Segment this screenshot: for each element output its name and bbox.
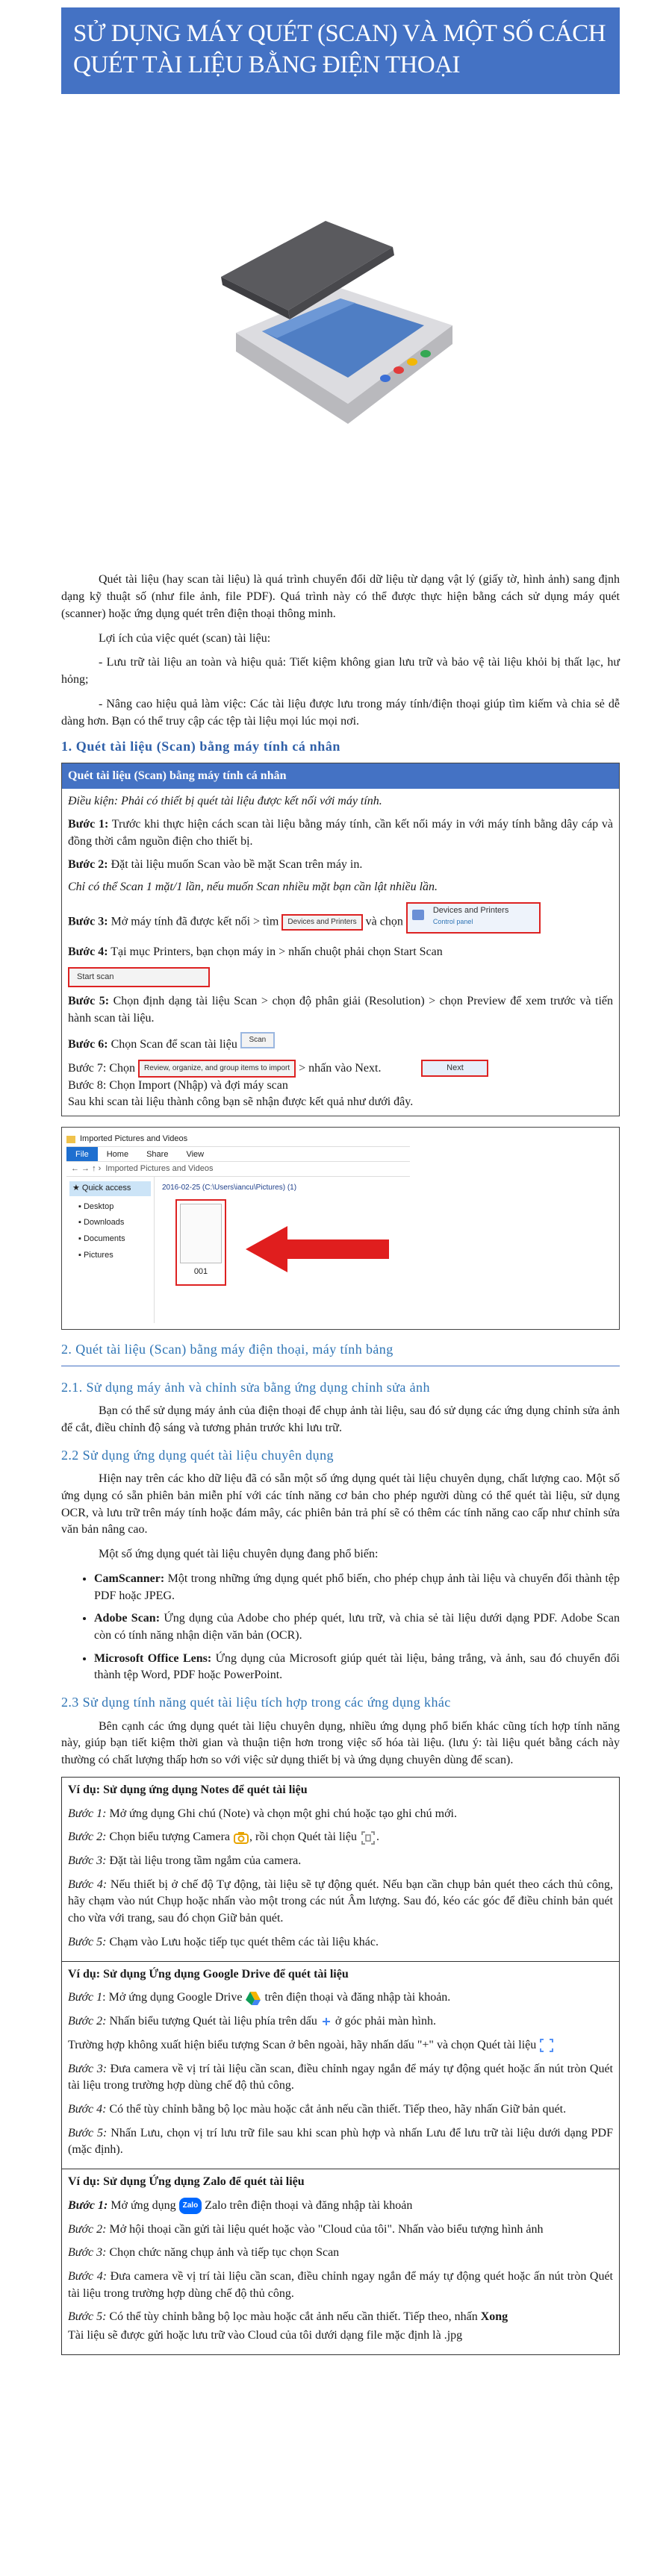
benefit-item: - Nâng cao hiệu quả làm việc: Các tài liệu được lưu trong máy tính/điện thoại giúp tìm kiếm và chia sẻ dễ dàng hơn. Bạn có thể truy cập các tệp tài liệu mọi lúc mọi nơi. [61, 697, 620, 728]
zalo-result-text: Tài liệu sẽ được gửi hoặc lưu trữ vào Cloud của tôi dưới dạng file mặc định là .jpg [68, 2329, 463, 2342]
pc-scan-box-title: Quét tài liệu (Scan) bằng máy tính cá nhân [62, 763, 619, 790]
section-2-3-heading: 2.3 Sử dụng tính năng quét tài liệu tích hợp trong các ứng dụng khác [61, 1695, 451, 1710]
file-group-label: 2016-02-25 (C:\Users\iancu\Pictures) (1) [162, 1184, 297, 1192]
step-1: Bước 1: Trước khi thực hiện cách scan tài liệu bằng máy tính, cần kết nối máy in với máy tính bằng dây cáp và đồng thời cắm nguồn điện cho thiết bị. [68, 818, 613, 848]
plus-icon [320, 2016, 332, 2028]
tab-file: File [66, 1147, 98, 1161]
zalo-step-5: Bước 5: Có thể tùy chỉnh bằng bộ lọc màu hoặc cắt ảnh nếu cần thiết. Tiếp theo, nhấn Xong [68, 2310, 508, 2324]
drive-step-2-note: Trường hợp không xuất hiện biểu tượng Scan ở bên ngoài, hãy nhấn dấu "+" và chọn Quét tài liệu [68, 2037, 613, 2054]
scanned-file-thumbnail [175, 1199, 226, 1286]
notes-example-title: Ví dụ: Sử dụng ứng dụng Notes để quét tài liệu [68, 1783, 308, 1796]
section-2-1-text: Bạn có thể sử dụng máy ảnh của điện thoại để chụp ảnh tài liệu, sau đó sử dụng các ứng dụng chỉnh sửa ảnh để cắt, điều chỉnh độ sáng và tương phản trước khi lưu trữ. [61, 1404, 620, 1434]
drive-example-title: Ví dụ: Sử dụng Ứng dụng Google Drive để quét tài liệu [68, 1967, 349, 1981]
google-drive-icon [245, 1991, 261, 2006]
drive-step-5: Bước 5: Nhấn Lưu, chọn vị trí lưu trữ file sau khi scan phù hợp và nhấn Lưu để lưu trữ tài liệu dưới dạng PDF (mặc định). [68, 2126, 614, 2157]
condition-text: Điều kiện: Phải có thiết bị quét tài liệu được kết nối với máy tính. [68, 795, 382, 808]
red-arrow-icon [243, 1223, 392, 1275]
zalo-example-box [61, 2169, 620, 2355]
review-organize-shot: Review, organize, and group items to import [138, 1060, 296, 1078]
step-5: Bước 5: Chọn định dạng tài liệu Scan > chọn độ phân giải (Resolution) > chọn Preview để xem trước và tiến hành scan tài liệu. [68, 995, 614, 1025]
notes-step-4: Bước 4: Nếu thiết bị ở chế độ Tự động, tài liệu sẽ tự động quét. Nếu bạn cần chụp bản quét theo cách thủ công, hãy chạm vào nút Chụp hoặc nhấn vào một trong các nút Âm lượng. Sau đó, kéo các góc để điều chỉnh bản quét cho vừa với trang, sau đó chọn Giữ bản quét. [68, 1878, 614, 1925]
step-3: Bước 3: Mở máy tính đã được kết nối > tìm Devices and Printers và chọn Devices and Printers Control panel [68, 907, 613, 938]
zalo-example-title: Ví dụ: Sử dụng Ứng dụng Zalo để quét tài liệu [68, 2175, 305, 2189]
drive-step-1: Bước 1: Mở ứng dụng Google Drive trên điện thoại và đăng nhập tài khoản. [68, 1989, 613, 2007]
step-2: Bước 2: Đặt tài liệu muốn Scan vào bề mặt Scan trên máy in. [68, 857, 363, 871]
folder-icon [66, 1136, 75, 1143]
nav-item-pictures: ▪ Pictures [78, 1250, 113, 1260]
scan-button-shot: Scan [240, 1032, 275, 1048]
next-button-shot: Next [421, 1060, 488, 1078]
notes-example-box [61, 1777, 620, 1962]
notes-step-2: Bước 2: Chọn biểu tượng Camera , rồi chọn Quét tài liệu . [68, 1829, 613, 1846]
file-name: 001 [193, 1267, 208, 1277]
notes-step-3: Bước 3: Đặt tài liệu trong tầm ngắm của camera. [68, 1854, 302, 1868]
section-2-heading: 2. Quét tài liệu (Scan) bằng máy điện thoại, máy tính bảng [61, 1342, 393, 1357]
page-title: SỬ DỤNG MÁY QUÉT (SCAN) VÀ MỘT SỐ CÁCH QUÉT TÀI LIỆU BẰNG ĐIỆN THOẠI [61, 7, 620, 94]
ribbon-tabs [66, 1147, 410, 1162]
drive-step-2: Bước 2: Nhấn biểu tượng Quét tài liệu phía trên dấu ở góc phải màn hình. [68, 2015, 436, 2028]
intro-paragraph: Quét tài liệu (hay scan tài liệu) là quá trình chuyển đổi dữ liệu từ dạng vật lý (giấy tờ, hình ảnh) sang định dạng kỹ thuật số (như file ảnh, file PDF). Quá trình này có thể được thực hiện bằng cách sử dụng máy quét (scanner) hoặc ứng dụng quét trên điện thoại thông minh. [61, 573, 620, 620]
nav-item-downloads: ▪ Downloads [78, 1218, 125, 1228]
tab-view: View [186, 1150, 205, 1160]
zalo-step-4: Bước 4: Đưa camera về vị trí tài liệu cần scan, điều chỉnh ngay ngắn để máy tự động quét hoặc ấn nút tròn Quét tài liệu trong trường hợp dùng chế độ thủ công. [68, 2269, 614, 2300]
section-2-1-heading: 2.1. Sử dụng máy ảnh và chỉnh sửa bằng ứng dụng chỉnh sửa ảnh [61, 1379, 430, 1395]
drive-step-4: Bước 4: Có thể tùy chỉnh bằng bộ lọc màu hoặc cắt ảnh nếu cần thiết. Tiếp theo, hãy nhấn Giữ bản quét. [68, 2102, 567, 2116]
zalo-step-3: Bước 3: Chọn chức năng chụp ảnh và tiếp tục chọn Scan [68, 2246, 340, 2260]
zalo-step-1: Bước 1: Mở ứng dụng Zalo Zalo trên điện thoại và đăng nhập tài khoản [68, 2198, 613, 2215]
notes-step-5: Bước 5: Chạm vào Lưu hoặc tiếp tục quét thêm các tài liệu khác. [68, 1935, 379, 1948]
devices-printers-result-shot: Devices and Printers Control panel [406, 902, 541, 934]
devices-printers-search-shot: Devices and Printers [281, 914, 362, 931]
section-2-2-list-intro: Một số ứng dụng quét tài liệu chuyên dụng đang phổ biến: [99, 1548, 379, 1561]
pc-scan-box [61, 763, 620, 1116]
address-bar [66, 1162, 410, 1177]
benefit-item: - Lưu trữ tài liệu an toàn và hiệu quả: Tiết kiệm không gian lưu trữ và bảo vệ tài liệu khỏi bị thất lạc, hư hỏng; [61, 656, 620, 687]
start-scan-shot: Start scan [68, 967, 210, 988]
scan-result-text: Sau khi scan tài liệu thành công bạn sẽ nhận được kết quả như dưới đây. [68, 1095, 414, 1109]
explorer-screenshot [61, 1127, 620, 1330]
scan-note: Chỉ có thể Scan 1 mặt/1 lần, nếu muốn Scan nhiều mặt bạn cần lật nhiều lần. [68, 881, 438, 894]
step-6: Bước 6: Chọn Scan để scan tài liệu Scan [68, 1037, 613, 1054]
apps-list [94, 1571, 620, 1684]
tab-share: Share [146, 1150, 169, 1160]
explorer-window-title: Imported Pictures and Videos [80, 1134, 188, 1143]
back-arrow-icon: ← → ↑ › [71, 1163, 102, 1173]
nav-item-documents: ▪ Documents [78, 1234, 125, 1244]
document-icon [180, 1204, 222, 1263]
printer-icon [412, 910, 424, 920]
step-7: Bước 7: Chọn Review, organize, and group items to import > nhấn vào Next. Next [68, 1060, 613, 1078]
scanner-icon [206, 206, 475, 430]
scanner-illustration [61, 94, 620, 572]
nav-item-desktop: ▪ Desktop [78, 1201, 114, 1211]
drive-example-box [61, 1962, 620, 2169]
drive-step-3: Bước 3: Đưa camera về vị trí tài liệu cần scan, điều chỉnh ngay ngắn để máy tự động quét hoặc ấn nút tròn Quét tài liệu trong trường hợp dùng chế độ thủ công. [68, 2062, 614, 2092]
list-item: • CamScanner: Một trong những ứng dụng quét phổ biến, cho phép chụp ảnh tài liệu và chuyển đổi thành tệp PDF hoặc JPEG. [94, 1571, 620, 1604]
address-path: Imported Pictures and Videos [105, 1163, 214, 1173]
notes-step-1: Bước 1: Mở ứng dụng Ghi chú (Note) và chọn một ghi chú hoặc tạo ghi chú mới. [68, 1807, 457, 1820]
quick-access-item: ★ Quick access [69, 1181, 151, 1196]
tab-home: Home [106, 1150, 129, 1160]
zalo-icon: Zalo [179, 2198, 202, 2214]
list-item: • Adobe Scan: Ứng dụng của Adobe cho phép quét, lưu trữ, và chia sẻ tài liệu dưới dạng PDF. Adobe Scan còn có tính năng nhận diện văn bản (OCR). [94, 1610, 620, 1644]
section-1-heading: 1. Quét tài liệu (Scan) bằng máy tính cá nhân [61, 739, 341, 754]
file-pane [155, 1177, 410, 1323]
section-2-3-text: Bên cạnh các ứng dụng quét tài liệu chuyên dụng, nhiều ứng dụng phổ biến khác cũng tích hợp tính năng này, giúp bạn tiết kiệm thời gian và thuận tiện hơn trong việc số hóa tài liệu. (lưu ý: tài liệu quét bằng cách này thường có chất lượng thấp hơn so với việc sử dụng thiết bị và ứng dụng chuyên dùng để scan). [61, 1719, 620, 1767]
camera-icon [233, 1831, 249, 1845]
list-item: • Microsoft Office Lens: Ứng dụng của Microsoft giúp quét tài liệu, bảng trắng, và ảnh, sau đó chuyển đổi thành tệp Word, PDF hoặc PowerPoint. [94, 1651, 620, 1684]
nav-pane [66, 1177, 155, 1323]
section-2-2-heading: 2.2 Sử dụng ứng dụng quét tài liệu chuyên dụng [61, 1447, 334, 1463]
section-2-2-text: Hiện nay trên các kho dữ liệu đã có sẵn một số ứng dụng quét tài liệu chuyên dụng, chất lượng cao. Một số ứng dụng có sẵn phiên bản miễn phí với các tính năng cơ bản cho phép người dùng có thể quét tài liệu, sử dụng OCR, và lưu trữ trên máy tính hoặc đám mây, các phiên bản trả phí sẽ có thêm các tính năng cao cấp như chỉnh sửa văn bản nâng cao. [61, 1472, 620, 1536]
scan-icon [539, 2038, 554, 2053]
zalo-step-2: Bước 2: Mở hội thoại cần gửi tài liệu quét hoặc vào "Cloud của tôi". Nhấn vào biểu tượng hình ảnh [68, 2222, 544, 2236]
benefits-heading: Lợi ích của việc quét (scan) tài liệu: [99, 631, 271, 645]
step-8: Bước 8: Chọn Import (Nhập) và đợi máy scan [68, 1078, 288, 1092]
scan-document-icon [360, 1830, 376, 1846]
start-scan-shot-row [68, 967, 613, 988]
step-4: Bước 4: Tại mục Printers, bạn chọn máy in > nhấn chuột phải chọn Start Scan [68, 945, 443, 959]
